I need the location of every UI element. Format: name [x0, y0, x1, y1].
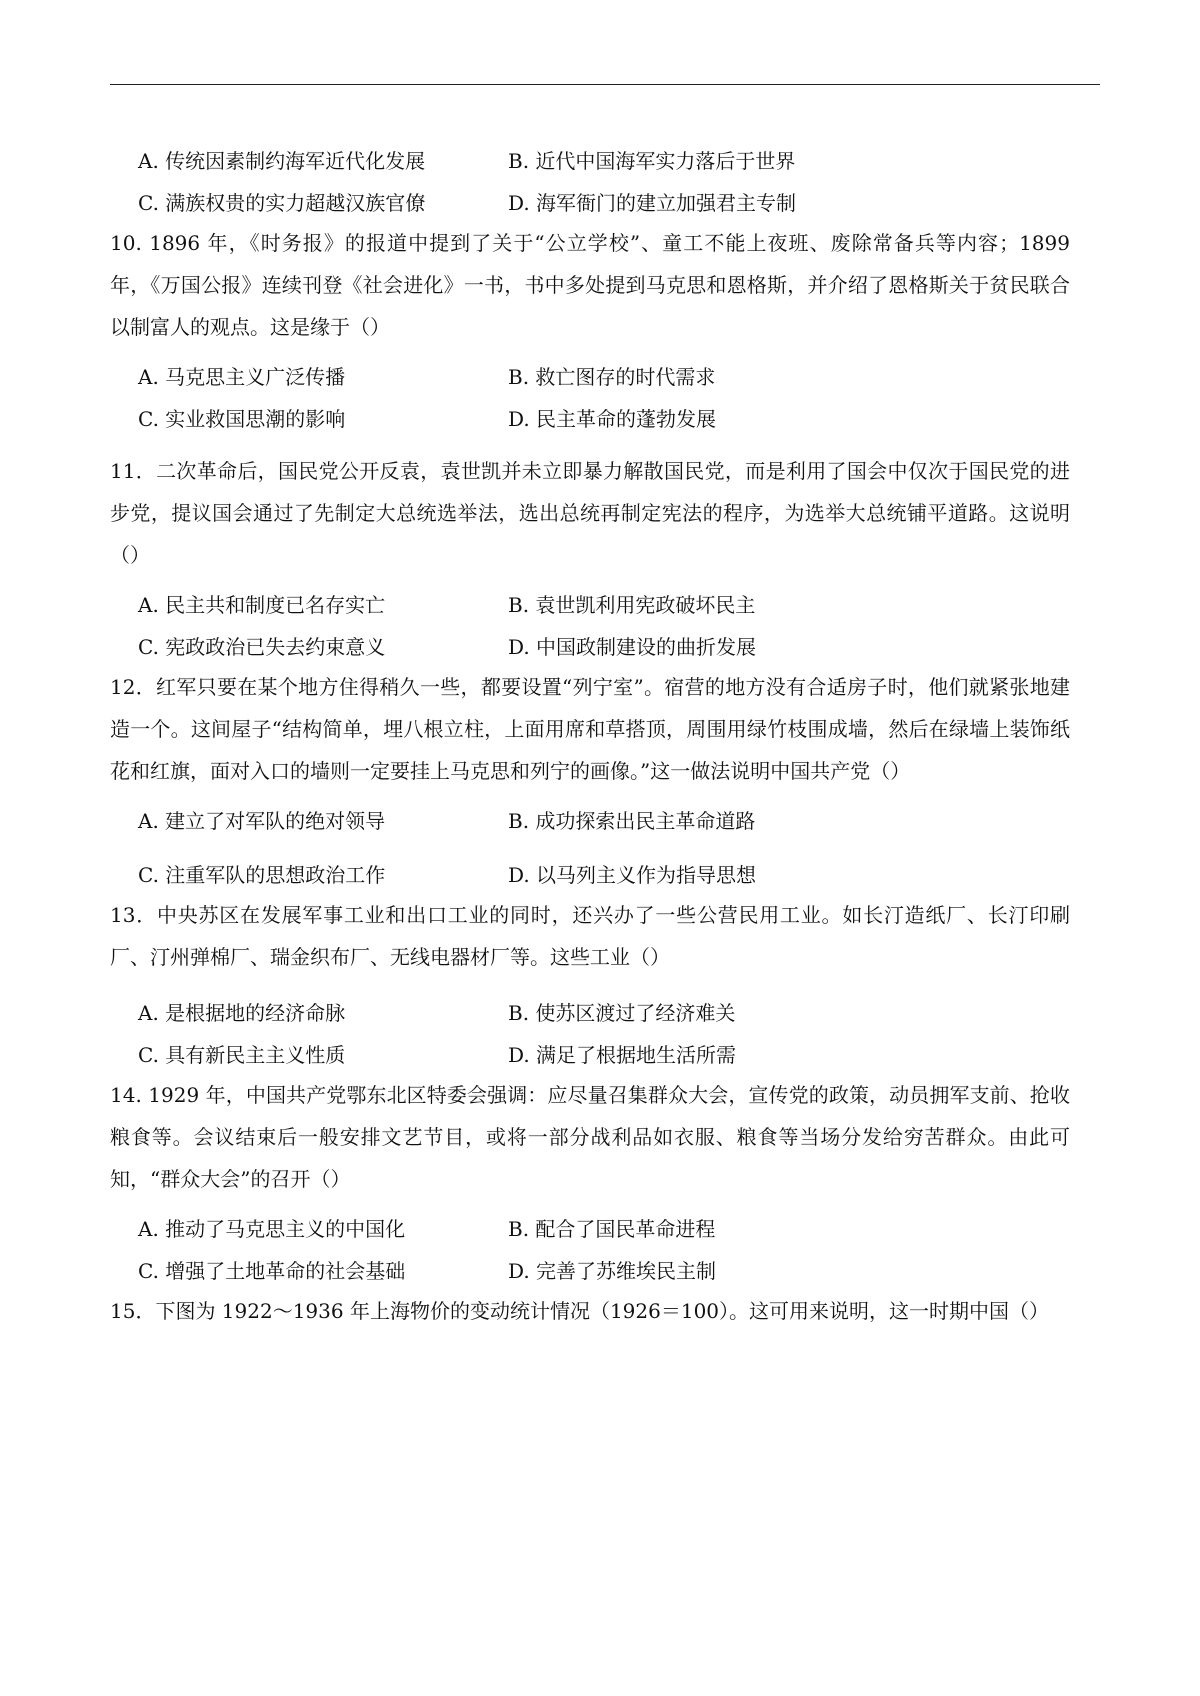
q12-option-d[interactable]: D. 以马列主义作为指导思想 — [508, 862, 757, 887]
q11-option-a[interactable]: A. 民主共和制度已名存实亡 — [138, 592, 386, 617]
q9-options-row-2 — [110, 180, 1070, 222]
q10-option-d[interactable]: D. 民主革命的蓬勃发展 — [508, 406, 717, 431]
q15-stem: 15．下图为 1922～1936 年上海物价的变动统计情况（1926＝100）。这可用来说明，这一时期中国（） — [110, 1299, 1050, 1323]
q13-options-row-2 — [110, 1032, 1070, 1074]
exam-page-content — [110, 138, 1070, 1332]
q11-option-b[interactable]: B. 袁世凯利用宪政破坏民主 — [508, 592, 756, 617]
q14-options-row-1 — [110, 1206, 1070, 1248]
q13-option-b[interactable]: B. 使苏区渡过了经济难关 — [508, 1000, 736, 1025]
q11-option-d[interactable]: D. 中国政制建设的曲折发展 — [508, 634, 757, 659]
q9-option-b[interactable]: B. 近代中国海军实力落后于世界 — [508, 148, 796, 173]
q9-option-c[interactable]: C. 满族权贵的实力超越汉族官僚 — [138, 190, 426, 215]
q14-option-d[interactable]: D. 完善了苏维埃民主制 — [508, 1258, 717, 1283]
q9-options-row-1 — [110, 138, 1070, 180]
q13-option-a[interactable]: A. 是根据地的经济命脉 — [138, 1000, 346, 1025]
q12-option-c[interactable]: C. 注重军队的思想政治工作 — [138, 862, 386, 887]
q11-option-c[interactable]: C. 宪政政治已失去约束意义 — [138, 634, 386, 659]
q14-option-b[interactable]: B. 配合了国民革命进程 — [508, 1216, 716, 1241]
q10-option-b[interactable]: B. 救亡图存的时代需求 — [508, 364, 716, 389]
q13-stem: 13．中央苏区在发展军事工业和出口工业的同时，还兴办了一些公营民用工业。如长汀造纸厂、长汀印刷厂、汀州弹棉厂、瑞金织布厂、无线电器材厂等。这些工业（） — [110, 903, 1070, 969]
q10-options-row-2 — [110, 396, 1070, 438]
q10-options-row-1 — [110, 354, 1070, 396]
q13-option-d[interactable]: D. 满足了根据地生活所需 — [508, 1042, 737, 1067]
q10-stem: 10. 1896 年，《时务报》的报道中提到了关于“公立学校”、童工不能上夜班、废除常备兵等内容；1899 年，《万国公报》连续刊登《社会进化》一书，书中多处提到马克思和恩格斯，并介绍了恩格斯关于贫民联合以制富人的观点。这是缘于（） — [110, 231, 1070, 339]
q13-options-row-1 — [110, 990, 1070, 1032]
q14-option-c[interactable]: C. 增强了土地革命的社会基础 — [138, 1258, 406, 1283]
q12-option-b[interactable]: B. 成功探索出民主革命道路 — [508, 808, 756, 833]
q11-stem: 11．二次革命后，国民党公开反袁，袁世凯并未立即暴力解散国民党，而是利用了国会中仅次于国民党的进步党，提议国会通过了先制定大总统选举法，选出总统再制定宪法的程序，为选举大总统铺平道路。这说明（） — [110, 459, 1070, 567]
q9-option-d[interactable]: D. 海军衙门的建立加强君主专制 — [508, 190, 797, 215]
q14-stem: 14. 1929 年，中国共产党鄂东北区特委会强调：应尽量召集群众大会，宣传党的政策，动员拥军支前、抢收粮食等。会议结束后一般安排文艺节目，或将一部分战利品如衣服、粮食等当场分发给穷苦群众。由此可知，“群众大会”的召开（） — [110, 1083, 1070, 1191]
q12-option-a[interactable]: A. 建立了对军队的绝对领导 — [138, 808, 386, 833]
header-rule — [110, 84, 1100, 85]
q9-option-a[interactable]: A. 传统因素制约海军近代化发展 — [138, 148, 426, 173]
q10-option-c[interactable]: C. 实业救国思潮的影响 — [138, 406, 346, 431]
q12-options-row-1 — [110, 798, 1070, 840]
q10-option-a[interactable]: A. 马克思主义广泛传播 — [138, 364, 346, 389]
q12-stem: 12．红军只要在某个地方住得稍久一些，都要设置“列宁室”。宿营的地方没有合适房子时，他们就紧张地建造一个。这间屋子“结构简单，埋八根立柱，上面用席和草搭顶，周围用绿竹枝围成墙，然后在绿墙上装饰纸花和红旗，面对入口的墙则一定要挂上马克思和列宁的画像。”这一做法说明中国共产党（） — [110, 675, 1070, 783]
q13-option-c[interactable]: C. 具有新民主主义性质 — [138, 1042, 346, 1067]
q14-options-row-2 — [110, 1248, 1070, 1290]
q11-options-row-2 — [110, 624, 1070, 666]
q11-options-row-1 — [110, 582, 1070, 624]
q12-options-row-2 — [110, 852, 1070, 894]
q14-option-a[interactable]: A. 推动了马克思主义的中国化 — [138, 1216, 406, 1241]
